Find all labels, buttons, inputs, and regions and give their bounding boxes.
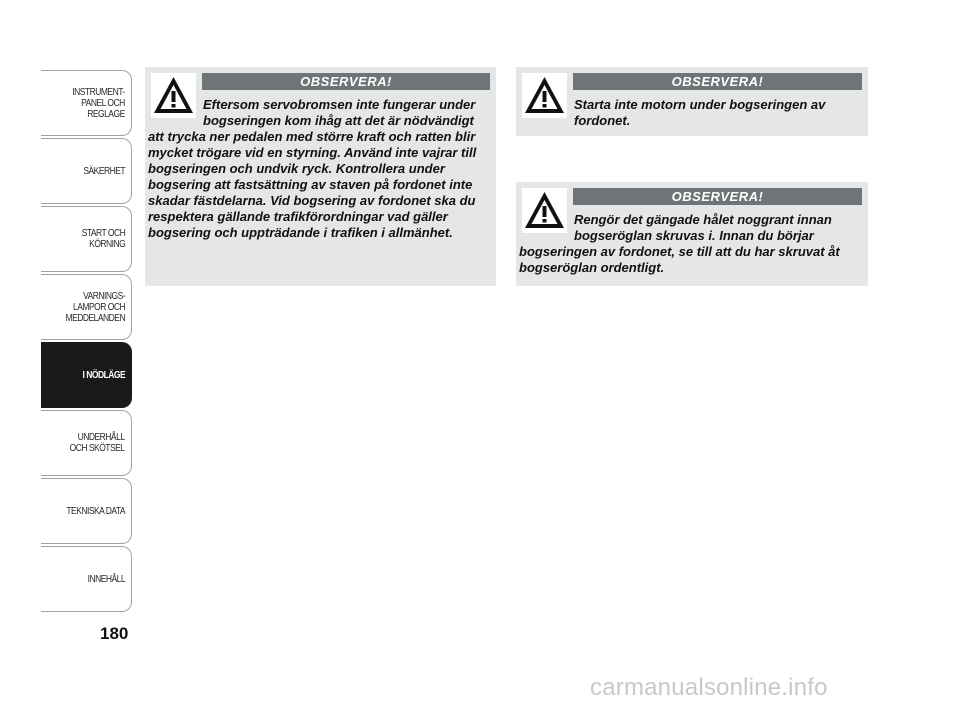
tab-label: START OCH KÖRNING <box>81 228 125 250</box>
tab-i-nodlage[interactable] <box>41 342 132 408</box>
tab-label: TEKNISKA DATA <box>66 505 125 517</box>
tab-innehall[interactable] <box>41 546 132 612</box>
warning-text: Rengör det gängade hålet noggrant innan bogseröglan skruvas i. Innan du börjar bogseringen av fordonet, se till att du har skruvat åt bogseröglan ordentligt. <box>519 212 840 275</box>
tab-underhall[interactable] <box>41 410 132 476</box>
tab-label: INNEHÅLL <box>87 573 125 585</box>
warning-box <box>145 67 496 286</box>
warning-text: Eftersom servobromsen inte fungerar under bogseringen kom ihåg att det är nödvändigt att trycka ner pedalen med större kraft och ratten blir mycket trögare vid en styrning. Använd inte vajrar till bogseringen och undvik ryck. Kontrollera under bogsering att fastsättning av staven på fordonet inte skadar fästdelarna. Vid bogsering av fordonet ska du respektera gällande trafikförordningar vad gäller bogsering och uppträdande i trafiken i allmänhet. <box>148 97 477 240</box>
tab-label: UNDERHÅLL OCH SKÖTSEL <box>70 432 125 454</box>
tab-tekniska-data[interactable] <box>41 478 132 544</box>
tab-label: INSTRUMENT- PANEL OCH REGLAGE <box>72 86 125 120</box>
watermark: carmanualsonline.info <box>590 674 828 701</box>
tab-label: SÄKERHET <box>83 165 125 177</box>
tab-label: VARNINGS- LAMPOR OCH MEDDELANDEN <box>65 290 125 324</box>
warning-box <box>516 182 868 286</box>
warning-header: OBSERVERA! <box>202 73 490 90</box>
warning-header: OBSERVERA! <box>573 73 862 90</box>
warning-box <box>516 67 868 136</box>
page-number: 180 <box>100 624 129 643</box>
tab-sakerhet[interactable] <box>41 138 132 204</box>
tab-start-och-korning[interactable] <box>41 206 132 272</box>
tab-label: I NÖDLÄGE <box>82 369 125 381</box>
warning-header: OBSERVERA! <box>573 188 862 205</box>
tab-varningslampor[interactable] <box>41 274 132 340</box>
tab-instrumentpanel[interactable] <box>41 70 132 136</box>
warning-text: Starta inte motorn under bogseringen av fordonet. <box>574 97 826 128</box>
